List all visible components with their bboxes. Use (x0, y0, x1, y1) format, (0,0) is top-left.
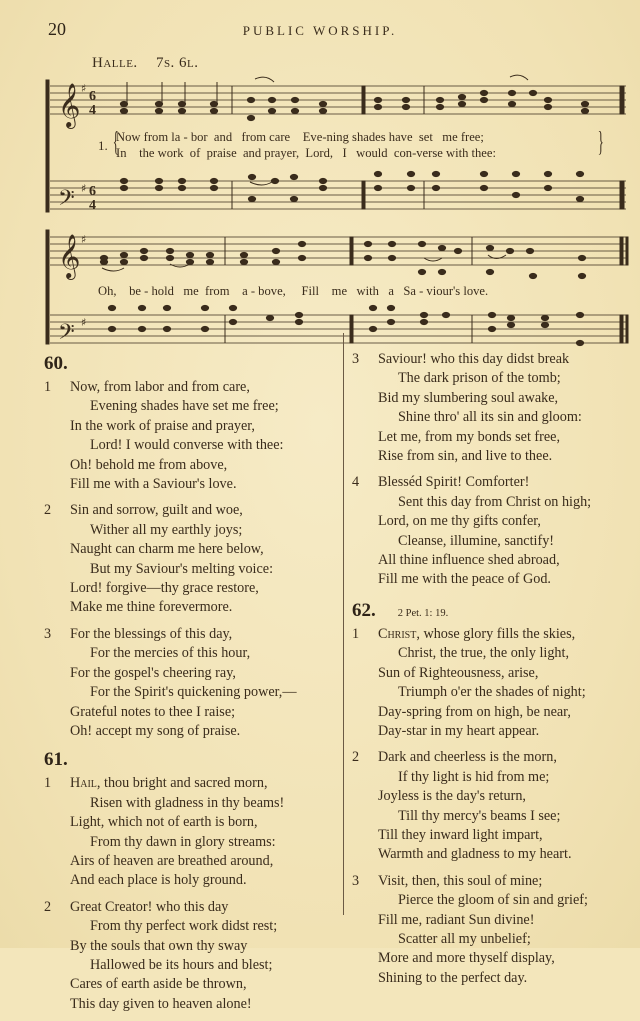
system-bracket (46, 80, 49, 212)
staff-bass-1 (50, 181, 626, 209)
verse-line: Visit, then, this soul of mine; (378, 872, 543, 889)
verse-line: Wither all my earthly joys; (90, 521, 243, 538)
time-sig-bottom: 4 (89, 103, 96, 118)
verse-line: Light, which not of earth is born, (70, 814, 258, 831)
stanza (44, 501, 334, 617)
staff-treble-1 (50, 86, 626, 114)
lyric-brace-right: } (597, 127, 604, 158)
running-head: PUBLIC WORSHIP. (242, 23, 398, 38)
verse-line: Lord! I would converse with thee: (90, 437, 284, 454)
hymn-number: 60. (44, 353, 68, 374)
right-column (352, 350, 640, 995)
verse-line: Grateful notes to thee I raise; (70, 703, 236, 720)
left-column (44, 350, 334, 1021)
verse-line: Joyless is the day's return, (378, 788, 526, 805)
staff-bass-2 (50, 315, 626, 343)
verse-line: Lord! forgive—thy grace restore, (70, 580, 259, 597)
hymn-61-continued (352, 350, 640, 590)
stanza (352, 872, 640, 988)
time-sig-top: 6 (89, 184, 96, 199)
verse-line: Bid my slumbering soul awake, (378, 389, 559, 406)
verse-line: From thy dawn in glory streams: (90, 833, 276, 850)
verse-line: Oh! accept my song of praise. (70, 722, 241, 739)
sharp-icon: ♯ (81, 233, 87, 246)
stanza-number: 2 (352, 749, 360, 766)
treble-clef-icon: 𝄞 (58, 83, 81, 127)
verse-line: Warmth and gladness to my heart. (378, 846, 572, 863)
verse-line: All thine influence shed abroad, (378, 552, 560, 569)
verse-line: thou bright and sacred morn, (100, 775, 268, 792)
verse-line: For the mercies of this hour, (90, 645, 251, 662)
treble-clef-icon: 𝄞 (58, 234, 81, 278)
verse-line: Dark and cheerless is the morn, (378, 749, 557, 766)
verse-line: The dark prison of the tomb; (398, 370, 561, 387)
staff-treble-2 (50, 237, 626, 265)
notes-bass-2 (108, 305, 583, 345)
verse-line: Now, from labor and from care, (70, 379, 250, 395)
verse-line: Shine thro' all its sin and gloom: (398, 409, 582, 426)
verse-line: Rise from sin, and live to thee. (378, 448, 553, 465)
verse-line: In the work of praise and prayer, (70, 417, 255, 434)
verse-line: Pierce the gloom of sin and grief; (398, 892, 588, 909)
verse-line: By the souls that own thy sway (70, 937, 248, 954)
stanza (352, 350, 640, 466)
verse-line: This day given to heaven alone! (70, 995, 252, 1012)
stanza-number: 1 (44, 775, 52, 792)
verse-line: Fill me with the peace of God. (378, 571, 551, 588)
verse-line: For the blessings of this day, (70, 625, 233, 642)
verse-line: Scatter all my unbelief; (398, 930, 531, 947)
first-word: Hail, (70, 775, 101, 792)
lyric-brace-left: { (112, 127, 119, 158)
verse-line: If thy light is hid from me; (398, 768, 550, 785)
bass-clef-icon: 𝄢 (58, 320, 75, 350)
scripture-reference: 2 Pet. 1: 19. (397, 607, 449, 619)
verse-line: Let me, from my bonds set free, (378, 428, 561, 445)
verse-line: From thy perfect work didst rest; (90, 918, 278, 935)
verse-line: Triumph o'er the shades of night; (398, 684, 586, 701)
tune-name: Halle. (92, 55, 138, 71)
first-word: Christ, (378, 625, 420, 642)
stanza (44, 774, 334, 890)
verse-line: Till they inward light impart, (378, 826, 543, 843)
verse-line: Shining to the perfect day. (378, 969, 528, 986)
bass-clef-icon: 𝄢 (58, 186, 75, 216)
verse-line: But my Saviour's melting voice: (90, 560, 274, 577)
sharp-icon: ♯ (81, 316, 87, 329)
hymn-62 (352, 597, 640, 988)
lyrics-verse-2: In the work of praise and prayer, Lord, I would con-verse with thee: (116, 146, 496, 160)
stanza-number: 2 (44, 898, 52, 915)
hymn-61 (44, 748, 334, 1014)
stanza (352, 748, 640, 864)
page-number: 20 (48, 19, 66, 39)
verse-line: Fill me, radiant Sun divine! (378, 911, 535, 928)
verse-line: Cleanse, illumine, sanctify! (398, 532, 555, 549)
verse-line: Day-star in my heart appear. (378, 722, 540, 739)
verse-line: Airs of heaven are breathed around, (70, 852, 274, 869)
verse-line: Risen with gladness in thy beams! (90, 794, 285, 811)
stanza-number: 1 (352, 625, 360, 642)
stanza-number: 3 (352, 872, 360, 889)
verse-line: For the Spirit's quickening power,— (90, 684, 297, 701)
verse-line: Blesséd Spirit! Comforter! (378, 474, 530, 491)
stanza (44, 625, 334, 741)
stanza (352, 473, 640, 589)
stanza-number: 3 (44, 625, 52, 642)
stanza-number: 1 (44, 379, 52, 395)
verse-line: Saviour! who this day didst break (378, 351, 570, 367)
verse-line: Day-spring from on high, be near, (378, 703, 571, 720)
verse-line: Cares of earth aside be thrown, (70, 976, 247, 993)
verse-line: Sent this day from Christ on high; (398, 493, 592, 510)
verse-line: Naught can charm me here below, (70, 541, 264, 558)
verse-line: And each place is holy ground. (70, 872, 247, 889)
notes-treble-1 (120, 82, 588, 121)
verse-line: More and more thyself display, (378, 950, 555, 967)
verse-line: Till thy mercy's beams I see; (398, 807, 561, 824)
stanza (44, 898, 334, 1014)
time-sig-bottom: 4 (89, 198, 96, 213)
stanza-number: 2 (44, 502, 52, 519)
verse-line: Sun of Righteousness, arise, (378, 664, 539, 681)
hymn-number: 62. (352, 599, 376, 621)
notes-bass-1 (120, 171, 583, 201)
hymn-60 (44, 352, 334, 741)
tune-meter: 7s. 6l. (155, 55, 199, 71)
verse-line: Oh! behold me from above, (70, 456, 228, 473)
stanza (352, 625, 640, 741)
column-divider (343, 333, 344, 915)
verse-line: Great Creator! who this day (70, 898, 229, 915)
sharp-icon: ♯ (81, 182, 87, 195)
stanza-number: 4 (352, 474, 360, 491)
lyrics-refrain: Oh, be - hold me from a - bove, Fill me with a Sa - viour's love. (98, 284, 489, 298)
verse-line: Hallowed be its hours and blest; (90, 956, 273, 973)
verse-number: 1. (98, 138, 108, 153)
verse-line: Lord, on me thy gifts confer, (378, 513, 541, 530)
verse-line: Fill me with a Saviour's love. (70, 476, 237, 493)
verse-line: For the gospel's cheering ray, (70, 664, 236, 681)
verse-line: Sin and sorrow, guilt and woe, (70, 502, 243, 519)
sharp-icon: ♯ (81, 82, 87, 95)
stanza (44, 378, 334, 494)
verse-line: Make me thine forevermore. (70, 599, 233, 616)
lyrics-verse-1: Now from la - bor and from care Eve-ning shades have set me free; (116, 130, 484, 144)
verse-line: whose glory fills the skies, (419, 625, 576, 642)
verse-line: Evening shades have set me free; (90, 398, 279, 415)
hymn-number: 61. (44, 749, 68, 771)
verse-line: Christ, the true, the only light, (398, 645, 570, 662)
stanza-number: 3 (352, 351, 360, 367)
notes-treble-2 (100, 241, 585, 278)
time-sig-top: 6 (89, 89, 96, 104)
system-bracket (46, 230, 49, 344)
